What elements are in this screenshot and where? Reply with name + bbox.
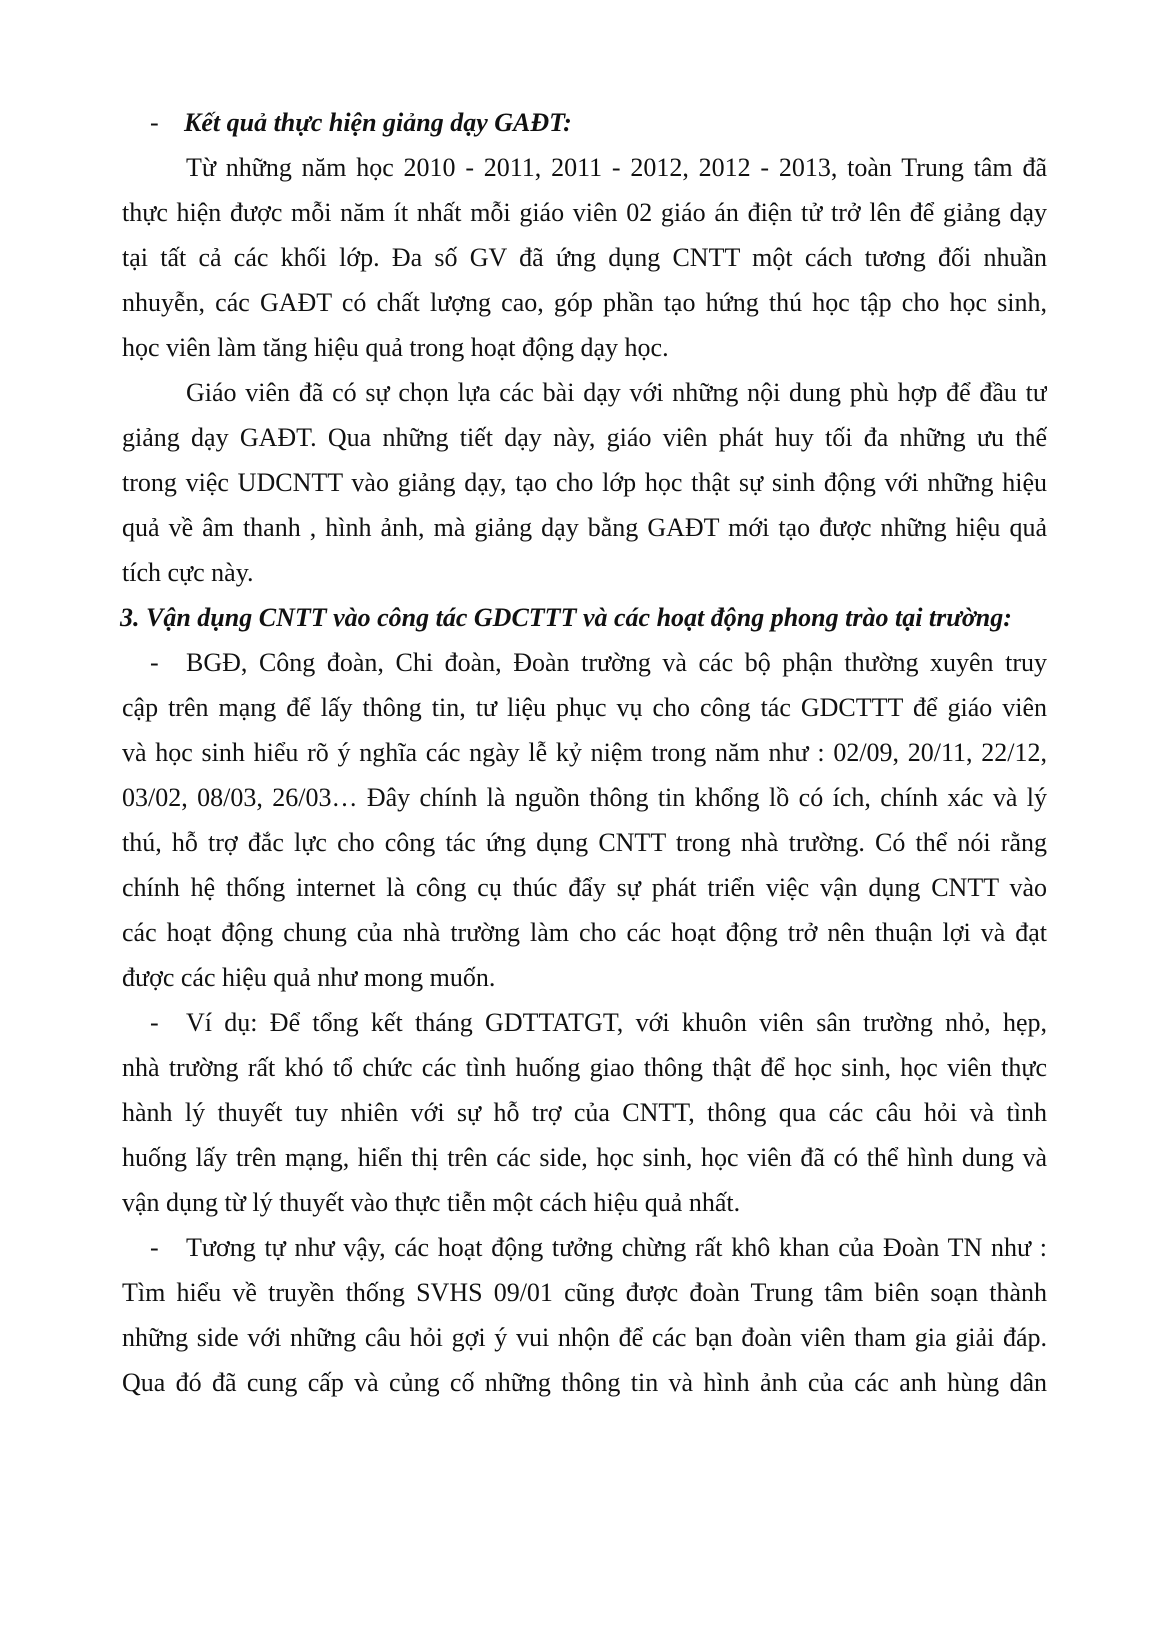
- para3-line-5: thú, hỗ trợ đắc lực cho công tác ứng dụng CNTT trong nhà trường. Có thể nói rằng: [122, 828, 1047, 857]
- para3-line-3: và học sinh hiểu rõ ý nghĩa các ngày lễ kỷ niệm trong năm như : 02/09, 20/11, 22/12,: [122, 738, 1047, 767]
- heading-dash: -: [150, 108, 159, 137]
- para2-line-4: quả về âm thanh , hình ảnh, mà giảng dạy bằng GAĐT mới tạo được những hiệu quả: [122, 513, 1047, 542]
- para2-line-3: trong việc UDCNTT vào giảng dạy, tạo cho lớp học thật sự sinh động với những hiệu: [122, 468, 1047, 497]
- para3-dash: -: [150, 648, 159, 677]
- para3-line-1: BGĐ, Công đoàn, Chi đoàn, Đoàn trường và các bộ phận thường xuyên truy: [186, 648, 1047, 677]
- para4-line-3: hành lý thuyết tuy nhiên với sự hỗ trợ của CNTT, thông qua các câu hỏi và tình: [122, 1098, 1047, 1127]
- para5-line-2: Tìm hiểu về truyền thống SVHS 09/01 cũng được đoàn Trung tâm biên soạn thành: [122, 1278, 1047, 1307]
- para5-line-1: Tương tự như vậy, các hoạt động tưởng chừng rất khô khan của Đoàn TN như :: [186, 1233, 1047, 1262]
- para3-line-7: các hoạt động chung của nhà trường làm cho các hoạt động trở nên thuận lợi và đạt: [122, 918, 1047, 947]
- section3-title: 3. Vận dụng CNTT vào công tác GDCTTT và các hoạt động phong trào tại trường:: [120, 603, 1012, 632]
- para4-line-1: Ví dụ: Để tổng kết tháng GDTTATGT, với khuôn viên sân trường nhỏ, hẹp,: [186, 1008, 1047, 1037]
- para5-line-4: Qua đó đã cung cấp và củng cố những thông tin và hình ảnh của các anh hùng dân: [122, 1368, 1047, 1397]
- result-heading: [150, 108, 850, 138]
- para1-line-1: Từ những năm học 2010 - 2011, 2011 - 2012, 2012 - 2013, toàn Trung tâm đã: [186, 153, 1047, 182]
- para2-line-1: Giáo viên đã có sự chọn lựa các bài dạy với những nội dung phù hợp để đầu tư: [186, 378, 1047, 407]
- para4-line-4: huống lấy trên mạng, hiển thị trên các side, học sinh, học viên đã có thể hình dung và: [122, 1143, 1047, 1172]
- para3-line-4: 03/02, 08/03, 26/03… Đây chính là nguồn thông tin khổng lồ có ích, chính xác và lý: [122, 783, 1047, 812]
- para1-line-5: học viên làm tăng hiệu quả trong hoạt động dạy học.: [122, 333, 669, 362]
- para5-dash: -: [150, 1233, 159, 1262]
- para4-line-2: nhà trường rất khó tổ chức các tình huống giao thông thật để học sinh, học viên thực: [122, 1053, 1047, 1082]
- para5-line-3: những side với những câu hỏi gợi ý vui nhộn để các bạn đoàn viên tham gia giải đáp.: [122, 1323, 1047, 1352]
- para1-line-3: tại tất cả các khối lớp. Đa số GV đã ứng dụng CNTT một cách tương đối nhuần: [122, 243, 1047, 272]
- para4-dash: -: [150, 1008, 159, 1037]
- para3-line-8: được các hiệu quả như mong muốn.: [122, 963, 496, 992]
- para3-line-2: cập trên mạng để lấy thông tin, tư liệu phục vụ cho công tác GDCTTT để giáo viên: [122, 693, 1047, 722]
- para1-line-2: thực hiện được mỗi năm ít nhất mỗi giáo viên 02 giáo án điện tử trở lên để giảng dạy: [122, 198, 1047, 227]
- result-heading-title: Kết quả thực hiện giảng dạy GAĐT:: [184, 108, 572, 137]
- para1-line-4: nhuyễn, các GAĐT có chất lượng cao, góp phần tạo hứng thú học tập cho học sinh,: [122, 288, 1047, 317]
- para4-line-5: vận dụng từ lý thuyết vào thực tiễn một cách hiệu quả nhất.: [122, 1188, 741, 1217]
- para3-line-6: chính hệ thống internet là công cụ thúc đẩy sự phát triển việc vận dụng CNTT vào: [122, 873, 1047, 902]
- para2-line-2: giảng dạy GAĐT. Qua những tiết dạy này, giáo viên phát huy tối đa những ưu thế: [122, 423, 1047, 452]
- para2-line-5: tích cực này.: [122, 558, 254, 587]
